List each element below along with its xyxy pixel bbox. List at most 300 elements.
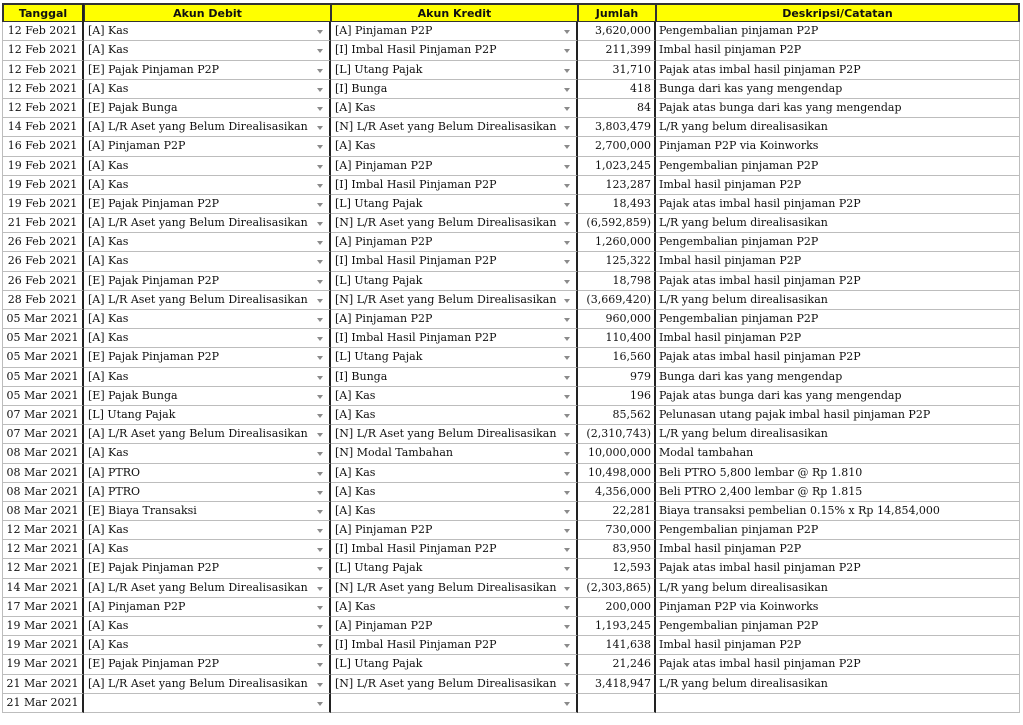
chevron-down-icon[interactable] [317, 299, 323, 303]
amount-cell[interactable] [578, 252, 656, 271]
description-cell[interactable] [656, 214, 1020, 233]
description-cell-text: L/R yang belum direalisasikan [659, 427, 828, 441]
table-row [2, 368, 1020, 387]
amount-cell[interactable] [578, 233, 656, 252]
chevron-down-icon[interactable] [317, 184, 323, 188]
date-cell[interactable] [2, 579, 84, 598]
date-cell[interactable] [2, 329, 84, 348]
description-cell[interactable] [656, 617, 1020, 636]
kredit-account-select[interactable] [331, 80, 578, 99]
kredit-account-select-text: [N] L/R Aset yang Belum Direalisasikan [335, 120, 557, 134]
chevron-down-icon[interactable] [564, 567, 570, 571]
debit-account-select[interactable] [84, 521, 331, 540]
description-cell[interactable] [656, 694, 1020, 713]
description-cell[interactable] [656, 80, 1020, 99]
chevron-down-icon[interactable] [317, 241, 323, 245]
debit-account-select-text: [A] Kas [88, 542, 129, 556]
header-date[interactable]: Tanggal [2, 3, 84, 22]
debit-account-select[interactable] [84, 329, 331, 348]
amount-cell[interactable] [578, 157, 656, 176]
table-row [2, 80, 1020, 99]
chevron-down-icon[interactable] [317, 145, 323, 149]
amount-cell[interactable] [578, 22, 656, 41]
debit-account-select[interactable] [84, 425, 331, 444]
kredit-account-select[interactable] [331, 137, 578, 156]
debit-account-select[interactable] [84, 464, 331, 483]
date-cell[interactable] [2, 559, 84, 578]
date-cell-text: 08 Mar 2021 [6, 503, 79, 517]
description-cell[interactable] [656, 579, 1020, 598]
date-cell[interactable] [2, 387, 84, 406]
description-cell[interactable] [656, 348, 1020, 367]
description-cell[interactable] [656, 483, 1020, 502]
amount-cell[interactable] [578, 675, 656, 694]
amount-cell[interactable] [578, 444, 656, 463]
chevron-down-icon[interactable] [564, 702, 570, 706]
date-cell[interactable] [2, 598, 84, 617]
debit-account-select[interactable] [84, 368, 331, 387]
amount-cell-text: 3,418,947 [595, 676, 651, 690]
description-cell[interactable] [656, 252, 1020, 271]
description-cell[interactable] [656, 406, 1020, 425]
kredit-account-select[interactable] [331, 406, 578, 425]
description-cell[interactable] [656, 540, 1020, 559]
kredit-account-select[interactable] [331, 291, 578, 310]
date-cell-text: 19 Mar 2021 [6, 619, 79, 632]
debit-account-select[interactable] [84, 348, 331, 367]
date-cell[interactable] [2, 694, 84, 713]
amount-cell[interactable] [578, 636, 656, 655]
amount-cell[interactable] [578, 291, 656, 310]
chevron-down-icon[interactable] [317, 587, 323, 591]
date-cell[interactable] [2, 521, 84, 540]
date-cell[interactable] [2, 675, 84, 694]
debit-account-select[interactable] [84, 118, 331, 137]
chevron-down-icon[interactable] [317, 126, 323, 130]
chevron-down-icon[interactable] [317, 88, 323, 92]
debit-account-select[interactable] [84, 406, 331, 425]
description-cell[interactable] [656, 521, 1020, 540]
amount-cell[interactable] [578, 61, 656, 80]
description-cell-text: Pengembalian pinjaman P2P [659, 235, 819, 249]
debit-account-select-text: [A] Kas [88, 369, 129, 383]
debit-account-select[interactable] [84, 291, 331, 310]
chevron-down-icon[interactable] [317, 683, 323, 687]
chevron-down-icon[interactable] [564, 683, 570, 687]
chevron-down-icon[interactable] [317, 376, 323, 380]
kredit-account-select-text: [A] Kas [335, 407, 376, 421]
kredit-account-select-text: [N] L/R Aset yang Belum Direalisasikan [335, 216, 557, 230]
debit-account-select[interactable] [84, 675, 331, 694]
kredit-account-select[interactable] [331, 61, 578, 80]
date-cell[interactable] [2, 483, 84, 502]
kredit-account-select[interactable] [331, 368, 578, 387]
description-cell[interactable] [656, 61, 1020, 80]
kredit-account-select[interactable] [331, 118, 578, 137]
amount-cell[interactable] [578, 694, 656, 713]
chevron-down-icon[interactable] [564, 184, 570, 188]
date-cell[interactable] [2, 99, 84, 118]
debit-account-select[interactable] [84, 22, 331, 41]
description-cell[interactable] [656, 598, 1020, 617]
debit-account-select[interactable] [84, 214, 331, 233]
amount-cell[interactable] [578, 80, 656, 99]
amount-cell[interactable] [578, 655, 656, 674]
debit-account-select[interactable] [84, 540, 331, 559]
description-cell[interactable] [656, 176, 1020, 195]
chevron-down-icon[interactable] [564, 126, 570, 130]
chevron-down-icon[interactable] [564, 165, 570, 169]
debit-account-select[interactable] [84, 655, 331, 674]
description-cell-text: Imbal hasil pinjaman P2P [659, 254, 802, 268]
debit-account-select[interactable] [84, 41, 331, 60]
amount-cell[interactable] [578, 406, 656, 425]
chevron-down-icon[interactable] [564, 299, 570, 303]
debit-account-select[interactable] [84, 99, 331, 118]
kredit-account-select[interactable] [331, 329, 578, 348]
description-cell[interactable] [656, 675, 1020, 694]
date-cell[interactable] [2, 502, 84, 521]
chevron-down-icon[interactable] [317, 30, 323, 34]
chevron-down-icon[interactable] [317, 395, 323, 399]
debit-account-select[interactable] [84, 483, 331, 502]
chevron-down-icon[interactable] [317, 260, 323, 264]
date-cell[interactable] [2, 80, 84, 99]
debit-account-select[interactable] [84, 694, 331, 713]
description-cell-text: Pajak atas imbal hasil pinjaman P2P [659, 62, 861, 76]
date-cell-text: 26 Feb 2021 [7, 235, 78, 249]
kredit-account-select[interactable] [331, 348, 578, 367]
description-cell[interactable] [656, 310, 1020, 329]
header-kredit[interactable]: Akun Kredit [331, 3, 578, 22]
description-cell[interactable] [656, 636, 1020, 655]
amount-cell[interactable] [578, 368, 656, 387]
chevron-down-icon[interactable] [564, 606, 570, 610]
kredit-account-select[interactable] [331, 636, 578, 655]
chevron-down-icon[interactable] [317, 107, 323, 111]
chevron-down-icon[interactable] [564, 644, 570, 648]
description-cell[interactable] [656, 444, 1020, 463]
chevron-down-icon[interactable] [564, 587, 570, 591]
chevron-down-icon[interactable] [564, 69, 570, 73]
chevron-down-icon[interactable] [564, 491, 570, 495]
kredit-account-select[interactable] [331, 655, 578, 674]
date-cell[interactable] [2, 406, 84, 425]
chevron-down-icon[interactable] [317, 606, 323, 610]
amount-cell[interactable] [578, 598, 656, 617]
chevron-down-icon[interactable] [564, 395, 570, 399]
chevron-down-icon[interactable] [564, 222, 570, 226]
amount-cell[interactable] [578, 195, 656, 214]
kredit-account-select[interactable] [331, 22, 578, 41]
chevron-down-icon[interactable] [317, 337, 323, 341]
debit-account-select[interactable] [84, 559, 331, 578]
debit-account-select-text: [A] Pinjaman P2P [88, 139, 186, 153]
chevron-down-icon[interactable] [317, 280, 323, 284]
header-debit[interactable]: Akun Debit [84, 3, 331, 22]
amount-cell[interactable] [578, 41, 656, 60]
chevron-down-icon[interactable] [317, 625, 323, 629]
amount-cell[interactable] [578, 559, 656, 578]
description-cell-text: L/R yang belum direalisasikan [659, 292, 828, 306]
amount-cell[interactable] [578, 329, 656, 348]
chevron-down-icon[interactable] [564, 376, 570, 380]
date-cell[interactable] [2, 617, 84, 636]
amount-cell-text: 18,798 [612, 273, 651, 287]
debit-account-select[interactable] [84, 157, 331, 176]
kredit-account-select[interactable] [331, 444, 578, 463]
date-cell[interactable] [2, 41, 84, 60]
date-cell[interactable] [2, 348, 84, 367]
kredit-account-select[interactable] [331, 41, 578, 60]
description-cell-text: Pengembalian pinjaman P2P [659, 312, 819, 325]
description-cell[interactable] [656, 425, 1020, 444]
date-cell[interactable] [2, 137, 84, 156]
date-cell[interactable] [2, 655, 84, 674]
description-cell[interactable] [656, 559, 1020, 578]
debit-account-select-text: [A] Kas [88, 446, 129, 460]
kredit-account-select[interactable] [331, 464, 578, 483]
amount-cell[interactable] [578, 310, 656, 329]
debit-account-select[interactable] [84, 80, 331, 99]
kredit-account-select[interactable] [331, 694, 578, 713]
date-cell[interactable] [2, 272, 84, 291]
chevron-down-icon[interactable] [317, 165, 323, 169]
chevron-down-icon[interactable] [317, 548, 323, 552]
debit-account-select-text: [E] Pajak Pinjaman P2P [88, 561, 220, 575]
chevron-down-icon[interactable] [564, 356, 570, 360]
kredit-account-select[interactable] [331, 387, 578, 406]
amount-cell[interactable] [578, 137, 656, 156]
date-cell[interactable] [2, 540, 84, 559]
description-cell[interactable] [656, 387, 1020, 406]
kredit-account-select[interactable] [331, 598, 578, 617]
chevron-down-icon[interactable] [564, 203, 570, 207]
debit-account-select[interactable] [84, 502, 331, 521]
table-row [2, 272, 1020, 291]
kredit-account-select[interactable] [331, 252, 578, 271]
header-amount[interactable]: Jumlah [578, 3, 656, 22]
kredit-account-select[interactable] [331, 310, 578, 329]
kredit-account-select[interactable] [331, 272, 578, 291]
chevron-down-icon[interactable] [317, 69, 323, 73]
chevron-down-icon[interactable] [564, 529, 570, 533]
chevron-down-icon[interactable] [564, 280, 570, 284]
kredit-account-select[interactable] [331, 425, 578, 444]
chevron-down-icon[interactable] [564, 241, 570, 245]
debit-account-select[interactable] [84, 310, 331, 329]
date-cell[interactable] [2, 157, 84, 176]
kredit-account-select[interactable] [331, 521, 578, 540]
description-cell-text: Pajak atas imbal hasil pinjaman P2P [659, 350, 861, 364]
date-cell[interactable] [2, 636, 84, 655]
chevron-down-icon[interactable] [564, 414, 570, 418]
description-cell[interactable] [656, 272, 1020, 291]
chevron-down-icon[interactable] [317, 702, 323, 706]
kredit-account-select[interactable] [331, 502, 578, 521]
chevron-down-icon[interactable] [317, 222, 323, 226]
amount-cell-text: (6,592,859) [586, 216, 651, 230]
kredit-account-select-text: [A] Kas [335, 139, 376, 153]
debit-account-select-text: [A] Kas [88, 523, 129, 537]
amount-cell-text: 2,700,000 [595, 139, 651, 153]
chevron-down-icon[interactable] [564, 663, 570, 667]
debit-account-select-text: [A] L/R Aset yang Belum Direalisasikan [88, 427, 308, 441]
date-cell[interactable] [2, 310, 84, 329]
chevron-down-icon[interactable] [564, 510, 570, 514]
chevron-down-icon[interactable] [564, 548, 570, 552]
amount-cell[interactable] [578, 176, 656, 195]
debit-account-select[interactable] [84, 272, 331, 291]
kredit-account-select[interactable] [331, 617, 578, 636]
description-cell[interactable] [656, 655, 1020, 674]
chevron-down-icon[interactable] [564, 452, 570, 456]
chevron-down-icon[interactable] [317, 414, 323, 418]
header-description[interactable]: Deskripsi/Catatan [656, 3, 1020, 22]
description-cell[interactable] [656, 99, 1020, 118]
chevron-down-icon[interactable] [564, 318, 570, 322]
description-cell[interactable] [656, 118, 1020, 137]
kredit-account-select[interactable] [331, 233, 578, 252]
description-cell-text: Imbal hasil pinjaman P2P [659, 177, 802, 191]
chevron-down-icon[interactable] [317, 663, 323, 667]
debit-account-select[interactable] [84, 579, 331, 598]
chevron-down-icon[interactable] [317, 356, 323, 360]
chevron-down-icon[interactable] [317, 203, 323, 207]
debit-account-select[interactable] [84, 195, 331, 214]
amount-cell-text: 123,287 [605, 177, 651, 191]
date-cell[interactable] [2, 368, 84, 387]
chevron-down-icon[interactable] [564, 30, 570, 34]
chevron-down-icon[interactable] [564, 260, 570, 264]
chevron-down-icon[interactable] [564, 337, 570, 341]
amount-cell[interactable] [578, 387, 656, 406]
chevron-down-icon[interactable] [317, 567, 323, 571]
date-cell[interactable] [2, 22, 84, 41]
amount-cell[interactable] [578, 464, 656, 483]
chevron-down-icon[interactable] [317, 452, 323, 456]
chevron-down-icon[interactable] [564, 625, 570, 629]
description-cell-text: L/R yang belum direalisasikan [659, 580, 828, 594]
description-cell[interactable] [656, 22, 1020, 41]
amount-cell[interactable] [578, 214, 656, 233]
chevron-down-icon[interactable] [564, 433, 570, 437]
debit-account-select[interactable] [84, 233, 331, 252]
date-cell[interactable] [2, 195, 84, 214]
chevron-down-icon[interactable] [317, 433, 323, 437]
amount-cell[interactable] [578, 118, 656, 137]
chevron-down-icon[interactable] [317, 318, 323, 322]
date-cell[interactable] [2, 252, 84, 271]
description-cell[interactable] [656, 137, 1020, 156]
amount-cell-text: 196 [630, 388, 651, 402]
amount-cell-text: 83,950 [612, 542, 651, 556]
description-cell[interactable] [656, 368, 1020, 387]
description-cell[interactable] [656, 291, 1020, 310]
chevron-down-icon[interactable] [317, 491, 323, 495]
chevron-down-icon[interactable] [317, 510, 323, 514]
kredit-account-select[interactable] [331, 99, 578, 118]
amount-cell[interactable] [578, 579, 656, 598]
chevron-down-icon[interactable] [564, 49, 570, 53]
amount-cell-text: 1,193,245 [595, 619, 651, 632]
debit-account-select-text: [E] Pajak Pinjaman P2P [88, 350, 220, 364]
chevron-down-icon[interactable] [564, 88, 570, 92]
kredit-account-select[interactable] [331, 559, 578, 578]
description-cell-text: Pajak atas imbal hasil pinjaman P2P [659, 657, 861, 671]
amount-cell[interactable] [578, 483, 656, 502]
debit-account-select-text: [A] Kas [88, 43, 129, 57]
kredit-account-select[interactable] [331, 540, 578, 559]
kredit-account-select[interactable] [331, 195, 578, 214]
amount-cell[interactable] [578, 272, 656, 291]
description-cell[interactable] [656, 464, 1020, 483]
chevron-down-icon[interactable] [564, 107, 570, 111]
date-cell[interactable] [2, 444, 84, 463]
kredit-account-select[interactable] [331, 675, 578, 694]
debit-account-select[interactable] [84, 636, 331, 655]
debit-account-select-text: [A] L/R Aset yang Belum Direalisasikan [88, 216, 308, 230]
debit-account-select[interactable] [84, 61, 331, 80]
table-row [2, 99, 1020, 118]
description-cell[interactable] [656, 41, 1020, 60]
debit-account-select[interactable] [84, 444, 331, 463]
date-cell[interactable] [2, 118, 84, 137]
debit-account-select-text: [E] Pajak Bunga [88, 100, 178, 114]
amount-cell[interactable] [578, 540, 656, 559]
chevron-down-icon[interactable] [317, 529, 323, 533]
debit-account-select[interactable] [84, 176, 331, 195]
kredit-account-select[interactable] [331, 214, 578, 233]
debit-account-select[interactable] [84, 252, 331, 271]
description-cell[interactable] [656, 233, 1020, 252]
kredit-account-select[interactable] [331, 483, 578, 502]
amount-cell[interactable] [578, 425, 656, 444]
chevron-down-icon[interactable] [564, 472, 570, 476]
amount-cell[interactable] [578, 502, 656, 521]
date-cell[interactable] [2, 61, 84, 80]
kredit-account-select[interactable] [331, 579, 578, 598]
chevron-down-icon[interactable] [564, 145, 570, 149]
chevron-down-icon[interactable] [317, 49, 323, 53]
debit-account-select[interactable] [84, 617, 331, 636]
debit-account-select[interactable] [84, 137, 331, 156]
date-cell[interactable] [2, 233, 84, 252]
kredit-account-select[interactable] [331, 176, 578, 195]
chevron-down-icon[interactable] [317, 472, 323, 476]
date-cell[interactable] [2, 291, 84, 310]
amount-cell[interactable] [578, 617, 656, 636]
description-cell[interactable] [656, 329, 1020, 348]
amount-cell[interactable] [578, 348, 656, 367]
date-cell[interactable] [2, 214, 84, 233]
amount-cell-text: 125,322 [605, 254, 651, 268]
debit-account-select[interactable] [84, 387, 331, 406]
table-row [2, 157, 1020, 176]
chevron-down-icon[interactable] [317, 644, 323, 648]
amount-cell[interactable] [578, 521, 656, 540]
date-cell[interactable] [2, 464, 84, 483]
description-cell[interactable] [656, 157, 1020, 176]
date-cell[interactable] [2, 425, 84, 444]
amount-cell[interactable] [578, 99, 656, 118]
description-cell[interactable] [656, 195, 1020, 214]
kredit-account-select[interactable] [331, 157, 578, 176]
description-cell[interactable] [656, 502, 1020, 521]
date-cell[interactable] [2, 176, 84, 195]
amount-cell-text: 10,498,000 [588, 465, 651, 479]
debit-account-select[interactable] [84, 598, 331, 617]
